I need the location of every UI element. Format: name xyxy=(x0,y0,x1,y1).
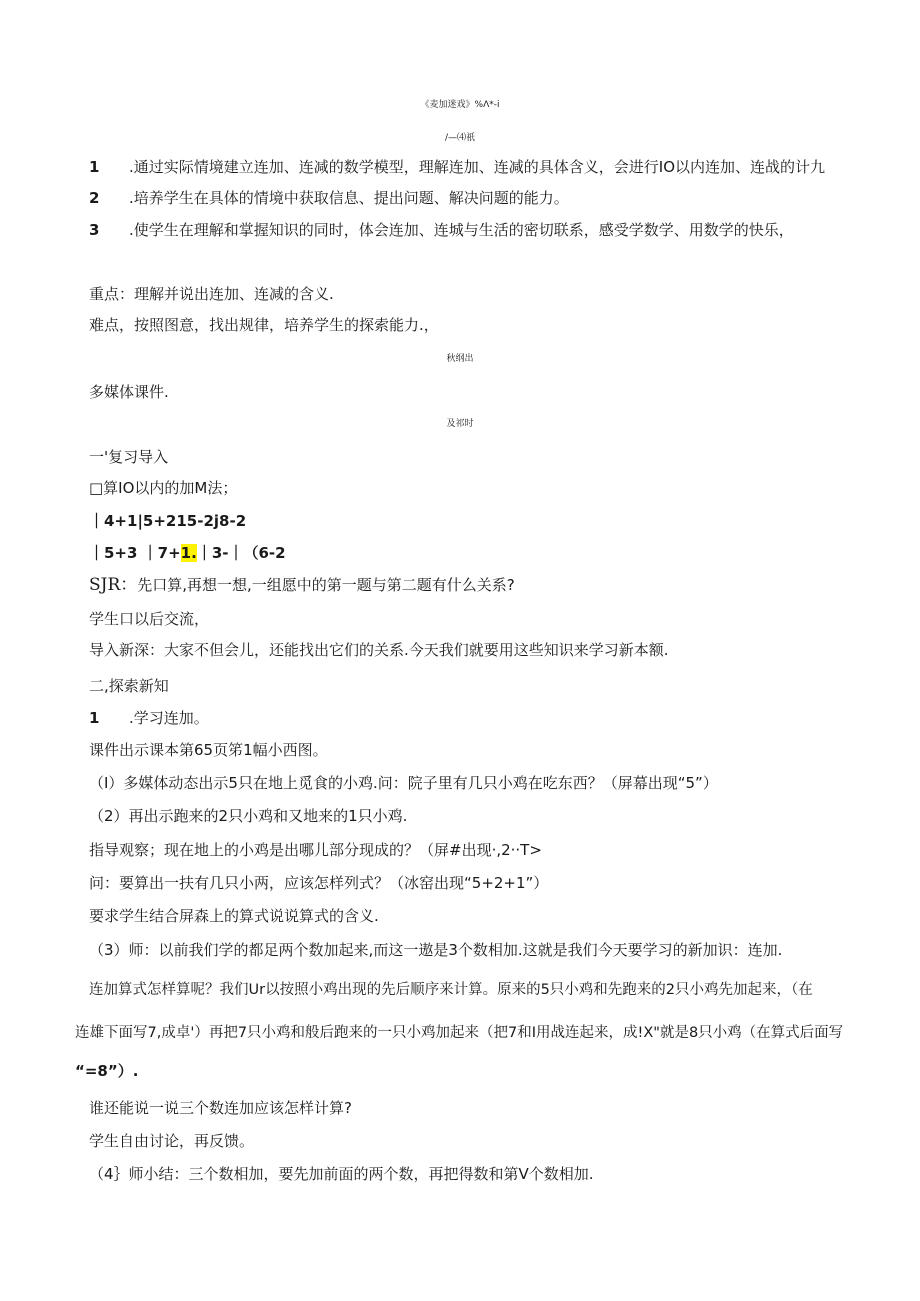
goal-number: 3 xyxy=(89,221,100,239)
section-2-line-1: 课件出示课本第65页笫1幅小西图。 xyxy=(89,741,328,759)
goal-number: 2 xyxy=(89,189,100,207)
section-2-line-9: 学生自由讨论，再反馈。 xyxy=(89,1132,255,1150)
preparation-text: 多媒体课件. xyxy=(89,383,169,401)
section-2-line-3: （2）再出示跑来的2只小鸡和又地来的1只小鸡. xyxy=(89,807,408,825)
exercise-row-2-part-b: ｜3-｜（6-2 xyxy=(196,544,286,562)
goal-number: 1 xyxy=(89,158,100,176)
section-1-intro: 导入新深：大家不但会儿，还能找出它们的关系.今天我们就要用这些知识来学习新本额. xyxy=(89,641,669,659)
goal-item-3 xyxy=(89,219,794,241)
goal-item-2 xyxy=(89,187,569,209)
process-heading: 及祁时 xyxy=(446,419,474,429)
section-1-line-1: □算IO以内的加M法； xyxy=(89,479,238,497)
sjr-line xyxy=(89,574,515,596)
paragraph-line-3: “=8”）. xyxy=(75,1062,139,1080)
section-1-exchange: 学生口以后交流， xyxy=(89,610,210,628)
paragraph-line-1: 连加算式怎样算呢？我们Ur以按照小鸡出现的先后顺序来计算。原来的5只小鸡和先跑来的2只小鸡先加起来，（在 xyxy=(89,982,813,998)
document-title: 《麦加迷戏》%Λ*-i xyxy=(420,100,500,110)
sjr-text: 先口算,再想一想,一组愿中的第一题与第二题有什么关系? xyxy=(137,576,515,594)
section-1-heading: 一'复习导入 xyxy=(89,448,169,466)
goal-text: .通过实际情境建立连加、连减的数学模型，理解连加、连减的具体含义，会进行IO以内连加、连战的计九 xyxy=(129,158,826,176)
exercise-row-2-part-a: ｜5+3 ｜7+ xyxy=(89,544,181,562)
exercise-row-1: ｜4+1|5+215-2j8-2 xyxy=(89,512,247,530)
section-2-heading: 二,探索新知 xyxy=(89,677,169,695)
section-2-line-8: 谁还能说一说三个数连加应该怎样计算? xyxy=(89,1099,352,1117)
section-2-line-7: （3）师：以前我们学的都足两个数加起来,而这一遨是3个数相加.这就是我们今天要学习的新加识：连加. xyxy=(89,941,783,959)
difficult-point: 难点，按照图意，找出规律，培养学生的探索能力.， xyxy=(89,316,439,334)
sjr-label: SJR： xyxy=(89,575,138,595)
goal-item-1 xyxy=(89,156,825,178)
section-2-line-4: 指导观察；现在地上的小鸡是出哪儿部分现成的？（屏#出现·,2··T> xyxy=(89,841,542,859)
document-subtitle: /—⑷祇 xyxy=(444,133,476,143)
preparation-heading: 秋纲出 xyxy=(446,354,474,364)
section-2-line-2: （I）多媒体动态出示5只在地上觅食的小鸡.问：院子里有几只小鸡在吃东西？（屏幕出现“5”） xyxy=(89,774,718,792)
section-2-line-10: （4｝师小结：三个数相加，要先加前面的两个数，再把得数和第V个数相加. xyxy=(89,1165,594,1183)
section-2-line-6: 要求学生结合屏森上的算式说说算式的含义. xyxy=(89,907,379,925)
item-text: .学习连加。 xyxy=(129,709,209,727)
exercise-row-2 xyxy=(89,542,286,564)
section-2-line-5: 问：要算出一扶有几只小两，应该怎样列式？（冰窑出现“5+2+1”） xyxy=(89,874,549,892)
goal-text: .培养学生在具体的情境中获取信息、提出问题、解决问题的能力。 xyxy=(129,189,569,207)
key-point: 重点：理解并说出连加、连减的含义. xyxy=(89,285,334,303)
goal-text: .使学生在理解和掌握知识的同时，体会连加、连城与生活的密切联系，感受学数学、用数学的快乐， xyxy=(129,221,794,239)
paragraph-line-2: 连雄下面写7,成卓'）再把7只小鸡和般后跑来的一只小鸡加起来（把7和I用战连起来，成!X"就是8只小鸡（在算式后面写 xyxy=(75,1025,844,1041)
highlighted-mark: 1. xyxy=(180,544,197,562)
section-2-item-1 xyxy=(89,707,209,729)
item-number: 1 xyxy=(89,709,100,727)
